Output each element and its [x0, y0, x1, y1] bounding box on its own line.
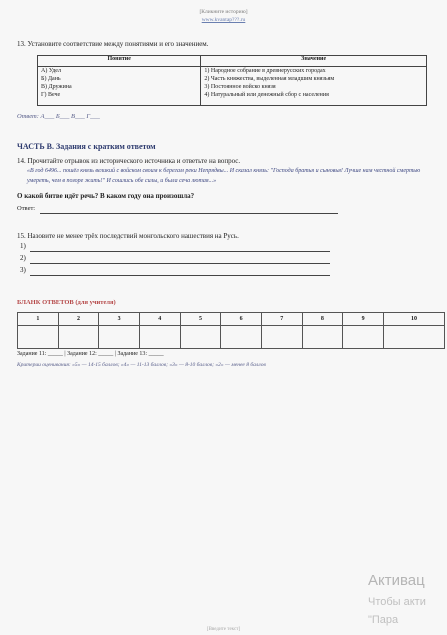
grid-answer-cell [18, 326, 59, 349]
grid-answer-cell [99, 326, 140, 349]
answer-grid [17, 312, 445, 349]
grid-answer-cell [383, 326, 444, 349]
concept-item: Г) Вече [41, 92, 61, 98]
answer-line-3 [30, 275, 330, 276]
grid-answer-cell [139, 326, 180, 349]
grid-header-cell: 5 [180, 313, 221, 326]
grid-answer-cell [261, 326, 302, 349]
question-14: 14. Прочитайте отрывок из исторического источника и ответьте на вопрос. [17, 157, 241, 165]
concept-item: Б) Дань [41, 76, 61, 82]
concept-cell [38, 67, 201, 106]
grid-header-cell: 10 [383, 313, 444, 326]
grid-header-cell: 1 [18, 313, 59, 326]
meaning-item: 4) Натуральный или денежный сбор с населения [204, 92, 329, 98]
matching-table [37, 55, 427, 106]
meaning-item: 3) Постоянное войско князя [204, 84, 276, 90]
concept-item: А) Удел [41, 68, 61, 74]
answer-14-line [40, 213, 338, 214]
source-quote: «В год 6496... пошёл князь великий с войском своим к берегам реки Непрядвы... И сказал князь: "Господа братья и сыновья! Лучше нам честной смертью умереть, чем в позоре жить!" И сошлись обе силы, и была сеча лютая...» [27, 168, 421, 184]
grid-header-cell: 2 [58, 313, 99, 326]
answer-14-label: Ответ: [17, 205, 36, 212]
grid-answer-cell [343, 326, 384, 349]
grid-answer-cell [302, 326, 343, 349]
grid-answer-cell [221, 326, 262, 349]
question-13: 13. Установите соответствие между понятиями и его значением. [17, 40, 209, 48]
answer-number: 2) [20, 254, 26, 262]
question-14-prompt: О какой битве идёт речь? В каком году она произошла? [17, 192, 195, 200]
grading-criteria: Критерии оценивания: «5» — 14-15 баллов; «4» — 11-13 баллов; «3» — 8-10 баллов; «2» — менее 8 баллов [17, 362, 266, 368]
answer-number: 3) [20, 266, 26, 274]
activation-watermark-sub: "Пара [368, 614, 399, 626]
task-answers-line: Задание 11: _____ | Задание 12: _____ | Задание 13: _____ [17, 351, 164, 357]
grid-header-cell: 9 [343, 313, 384, 326]
activation-watermark: Активац [368, 572, 425, 589]
grid-header-cell: 7 [261, 313, 302, 326]
meaning-item: 1) Народное собрание в древнерусских городах [204, 68, 326, 74]
meaning-cell [201, 67, 427, 106]
grid-answer-cell [180, 326, 221, 349]
page-footer: [Введите текст] [206, 627, 241, 632]
answer-sheet-title: БЛАНК ОТВЕТОВ (для учителя) [17, 299, 116, 306]
grid-answer-cell [58, 326, 99, 349]
grid-header-cell: 6 [221, 313, 262, 326]
answer-13: Ответ: А___ Б___ В___ Г___ [17, 113, 100, 120]
answer-line-1 [30, 251, 330, 252]
column-header-meaning: Значение [201, 56, 427, 67]
header-link[interactable]: www.kvantap???.ru [201, 17, 246, 23]
grid-header-cell: 8 [302, 313, 343, 326]
grid-header-cell: 3 [99, 313, 140, 326]
answer-number: 1) [20, 242, 26, 250]
column-header-concept: Понятие [38, 56, 201, 67]
grid-header-cell: 4 [139, 313, 180, 326]
concept-item: В) Дружина [41, 84, 72, 90]
activation-watermark-sub: Чтобы акти [368, 596, 426, 608]
meaning-item: 2) Часть княжества, выделенная младшим князьям [204, 76, 335, 82]
question-15: 15. Назовите не менее трёх последствий монгольского нашествия на Русь. [17, 232, 239, 240]
answer-line-2 [30, 263, 330, 264]
part-b-heading: ЧАСТЬ В. Задания с кратким ответом [17, 142, 156, 151]
header-line: [Кликните историю] [199, 9, 248, 15]
